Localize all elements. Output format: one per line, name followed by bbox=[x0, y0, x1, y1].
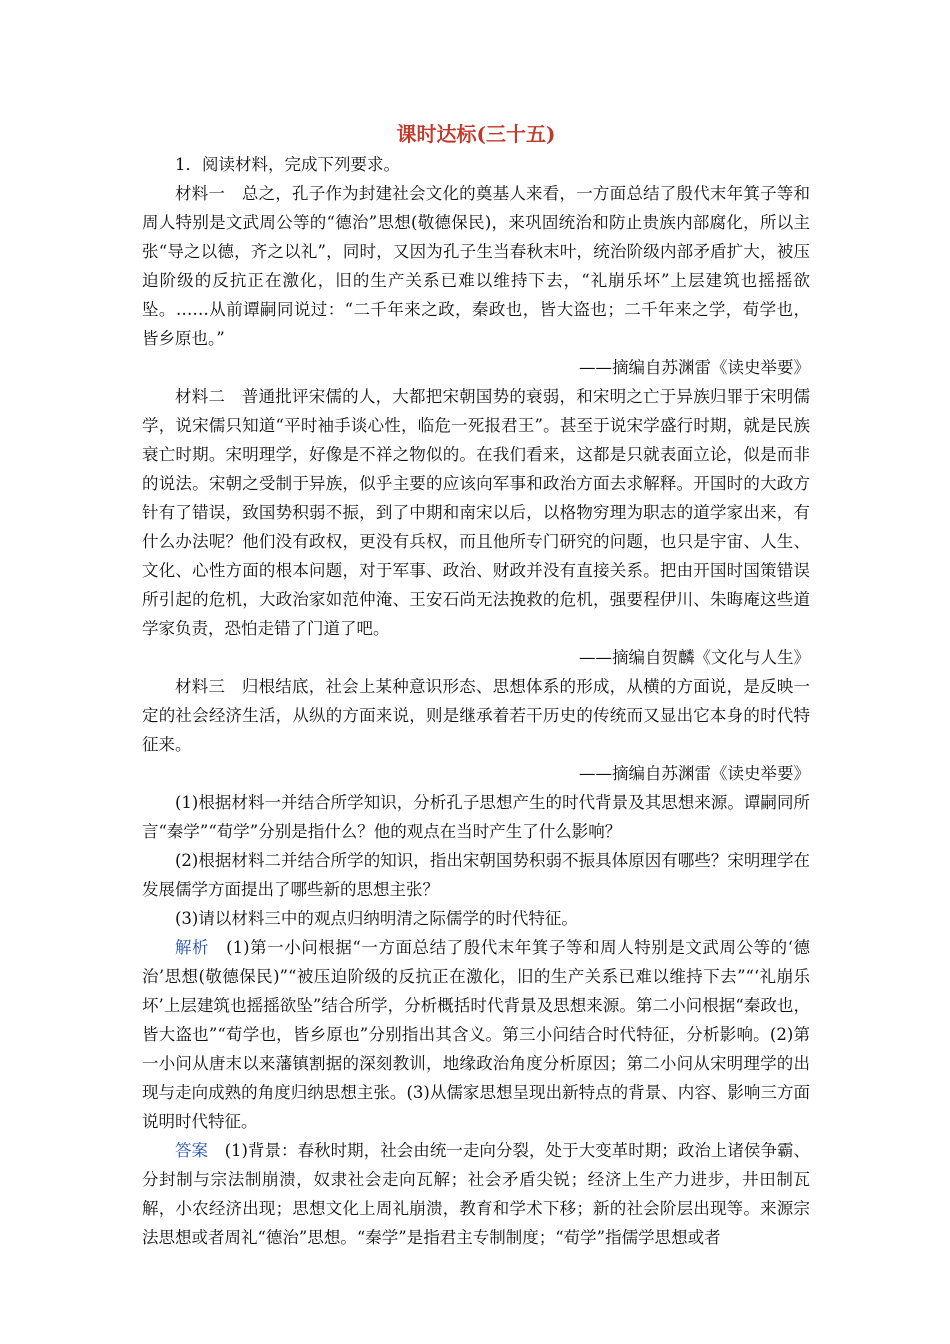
analysis-text: (1)第一小问根据“一方面总结了殷代末年箕子等和周人特别是文武周公等的‘德治’思想(敬德保民)”“被压迫阶级的反抗正在激化，旧的生产关系已难以维持下去”“‘礼崩乐坏’上层建筑也摇摇欲坠”结合所学，分析概括时代背景及思想来源。第二小问根据“秦政也，皆大盗也”“荀学也，皆乡原也”分别指出其含义。第三小问结合时代特征，分析影响。(2)第一小问从唐末以来藩镇割据的深刻教训，地缘政治角度分析原因；第二小问从宋明理学的出现与走向成熟的角度归纳思想主张。(3)从儒家思想呈现出新特点的背景、内容、影响三方面说明时代特征。 bbox=[142, 938, 810, 1131]
page-title: 课时达标(三十五) bbox=[396, 122, 556, 146]
question-1-prompt: 1．阅读材料，完成下列要求。 bbox=[175, 155, 400, 174]
material-3-source: ——摘编自苏渊雷《读史举要》 bbox=[579, 764, 810, 783]
analysis-label: 解析 bbox=[175, 938, 210, 957]
sub-question-3: (3)请以材料三中的观点归纳明清之际儒学的时代特征。 bbox=[175, 909, 578, 928]
answer-text: (1)背景：春秋时期，社会由统一走向分裂，处于大变革时期；政治上诸侯争霸、分封制与宗法制崩溃，奴隶社会走向瓦解；社会矛盾尖锐；经济上生产力进步，井田制瓦解，小农经济出现；思想文化上周礼崩溃，教育和学术下移；新的社会阶层出现等。来源宗法思想或者周礼“德治”思想。“秦学”是指君主专制制度；“荀学”指儒学思想或者 bbox=[142, 1141, 810, 1247]
answer-paragraph bbox=[142, 1136, 810, 1252]
material-2: 材料二 普通批评宋儒的人，大都把宋朝国势的衰弱，和宋明之亡于异族归罪于宋明儒学，说宋儒只知道“平时袖手谈心性，临危一死报君王”。甚至于说宋学盛行时期，就是民族衰亡时期。宋明理学，好像是不祥之物似的。在我们看来，这都是只就表面立论，似是而非的说法。宋朝之受制于异族，似乎主要的应该向军事和政治方面去求解释。开国时的大政方针有了错误，致国势积弱不振，到了中期和南宋以后，以格物穷理为职志的道学家出来，有什么办法呢？他们没有政权，更没有兵权，而且他所专门研究的问题，也只是宇宙、人生、文化、心性方面的根本问题，对于军事、政治、财政并没有直接关系。把由开国时国策错误所引起的危机，大政治家如范仲淹、王安石尚无法挽救的危机，强要程伊川、朱晦庵这些道学家负责，恐怕走错了门道了吧。 bbox=[142, 387, 810, 638]
sub-question-2: (2)根据材料二并结合所学的知识，指出宋朝国势积弱不振具体原因有哪些？宋明理学在发展儒学方面提出了哪些新的思想主张？ bbox=[142, 851, 810, 899]
material-1: 材料一 总之，孔子作为封建社会文化的奠基人来看，一方面总结了殷代末年箕子等和周人特别是文武周公等的“德治”思想(敬德保民)，来巩固统治和防止贵族内部腐化，所以主张“导之以德，齐之以礼”，同时，又因为孔子生当春秋末叶，统治阶级内部矛盾扩大，被压迫阶级的反抗正在激化，旧的生产关系已难以维持下去，“礼崩乐坏”上层建筑也摇摇欲坠。……从前谭嗣同说过：“二千年来之政，秦政也，皆大盗也；二千年来之学，荀学也，皆乡原也。” bbox=[142, 184, 810, 348]
analysis-paragraph bbox=[142, 933, 810, 1136]
material-3: 材料三 归根结底，社会上某种意识形态、思想体系的形成，从横的方面说，是反映一定的社会经济生活，从纵的方面来说，则是继承着若干历史的传统而又显出它本身的时代特征来。 bbox=[142, 677, 810, 754]
material-2-source: ——摘编自贺麟《文化与人生》 bbox=[579, 648, 810, 667]
document-page bbox=[142, 118, 810, 1252]
answer-label: 答案 bbox=[175, 1141, 209, 1160]
material-1-source: ——摘编自苏渊雷《读史举要》 bbox=[579, 358, 810, 377]
sub-question-1: (1)根据材料一并结合所学知识，分析孔子思想产生的时代背景及其思想来源。谭嗣同所言“秦学”“荀学”分别是指什么？他的观点在当时产生了什么影响？ bbox=[142, 793, 810, 841]
